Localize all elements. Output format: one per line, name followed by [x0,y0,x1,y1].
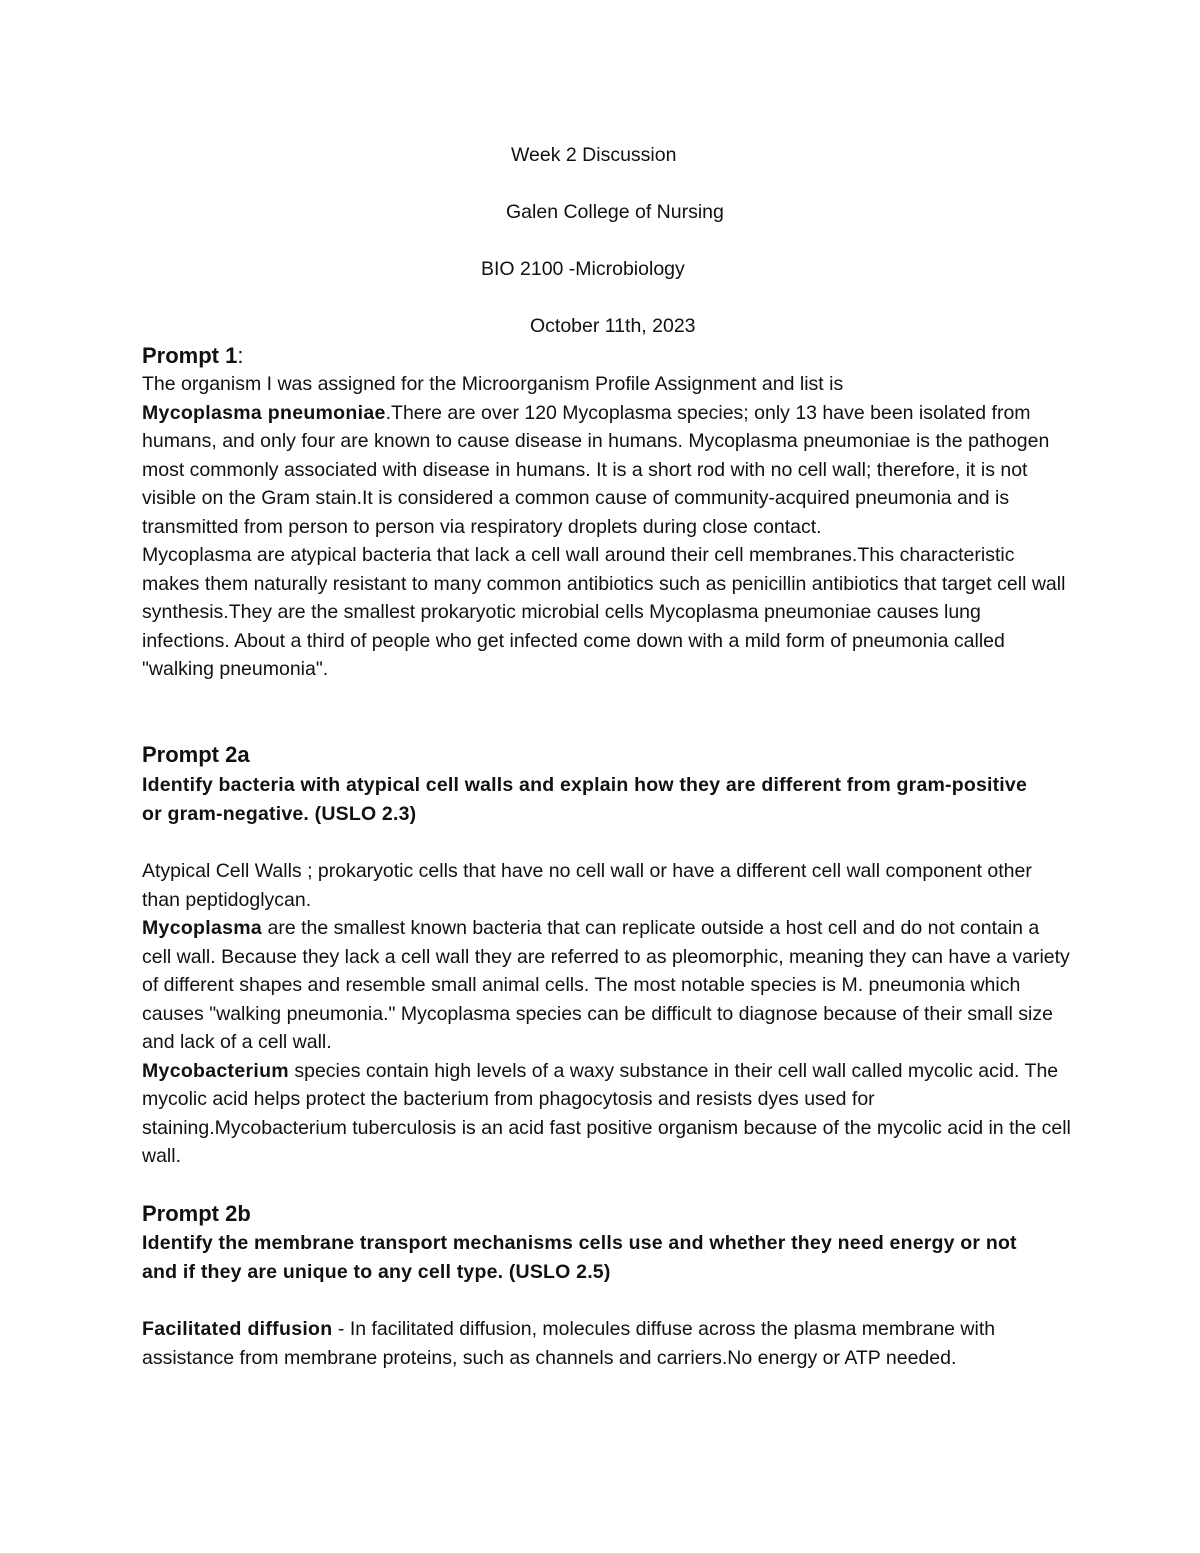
facilitated-diffusion-term: Facilitated diffusion [142,1318,333,1340]
prompt2a-paragraph-2-rest: are the smallest known bacteria that can replicate outside a host cell and do not contain a cell wall. Because they lack a cell wall they are referred to as pleomorphic, meaning they can have a variety of different shapes and resemble small animal cells. The most notable species is M. pneumonia which causes "walking pneumonia." Mycoplasma species can be difficult to diagnose because of their small size and lack of a cell wall. [142,917,1070,1053]
prompt2b-paragraph-1-rest: - In facilitated diffusion, molecules diffuse across the plasma membrane with assistance from membrane proteins, such as channels and carriers.No energy or ATP needed. [142,1318,996,1369]
prompt2a-paragraph-3 [142,1057,1072,1171]
school-name: Galen College of Nursing [506,201,724,223]
prompt2b-body [142,1315,1072,1372]
prompt1-intro: The organism I was assigned for the Microorganism Profile Assignment and list is [142,373,844,395]
prompt1-paragraph-1-rest: .There are over 120 Mycoplasma species; only 13 have been isolated from humans, and only four are known to cause disease in humans. Mycoplasma pneumoniae is the pathogen most commonly associated with disease in humans. It is a short rod with no cell wall; therefore, it is not visible on the Gram stain.It is considered a common cause of community-acquired pneumonia and is transmitted from person to person via respiratory droplets during close contact. [142,401,1050,538]
prompt1-body [142,370,1072,684]
prompt2b-paragraph-1 [142,1315,1072,1372]
organism-term: Mycoplasma pneumoniae [142,401,386,424]
prompt1-paragraph-1 [142,370,1072,541]
prompt2a-heading: Prompt 2a [142,742,250,767]
mycobacterium-term: Mycobacterium [142,1059,289,1082]
prompt2a-paragraph-2 [142,914,1072,1057]
prompt1-heading-text: Prompt 1 [142,343,238,368]
prompt2a-body [142,857,1072,1171]
prompt2b-heading: Prompt 2b [142,1201,251,1226]
prompt2a-paragraph-1: Atypical Cell Walls ; prokaryotic cells that have no cell wall or have a different cell wall component other than peptidoglycan. [142,860,1032,911]
course-name: BIO 2100 -Microbiology [481,258,685,280]
mycoplasma-term: Mycoplasma [142,917,263,939]
prompt1-paragraph-2: Mycoplasma are atypical bacteria that lack a cell wall around their cell membranes.This characteristic makes them naturally resistant to many common antibiotics such as penicillin antibiotics that target cell wall synthesis.They are the smallest prokaryotic microbial cells Mycoplasma pneumoniae causes lung infections. About a third of people who get infected come down with a mild form of pneumonia called "walking pneumonia". [142,544,1066,680]
prompt2b-question: Identify the membrane transport mechanisms cells use and whether they need energy or not and if they are unique to any cell type. (USLO 2.5) [142,1232,1017,1283]
prompt1-heading [142,342,243,370]
prompt2a-question: Identify bacteria with atypical cell walls and explain how they are different from gram-positive or gram-negative. (USLO 2.3) [142,774,1028,825]
prompt1-heading-suffix: : [237,343,244,368]
prompt2a-paragraph-3-rest: species contain high levels of a waxy substance in their cell wall called mycolic acid. The mycolic acid helps protect the bacterium from phagocytosis and resists dyes used for staining.Mycobacterium tuberculosis is an acid fast positive organism because of the mycolic acid in the cell wall. [142,1059,1071,1167]
document-title: Week 2 Discussion [511,144,677,166]
document-date: October 11th, 2023 [530,315,696,337]
